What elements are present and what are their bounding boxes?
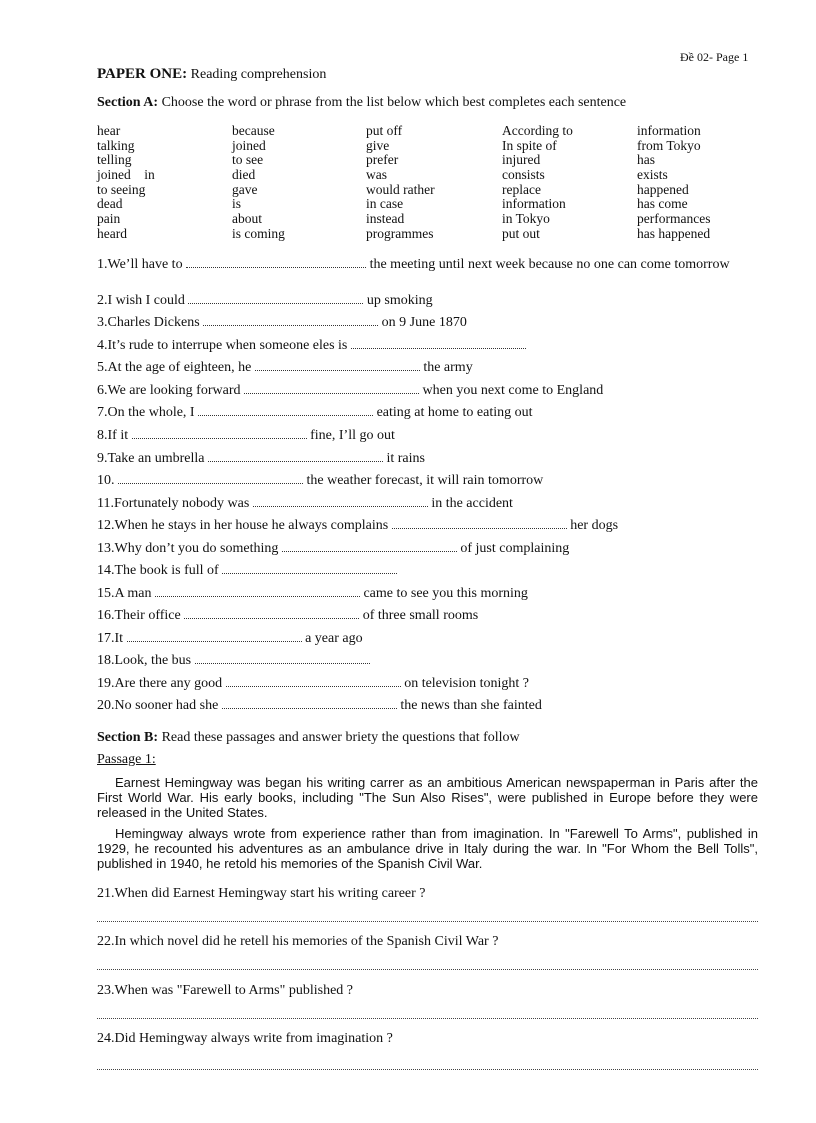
question-23: 23.When was "Farewell to Arms" published ? xyxy=(97,983,353,998)
answer-blank[interactable] xyxy=(253,497,428,507)
question-text-after: came to see you this morning xyxy=(363,586,528,601)
word-option: about xyxy=(232,211,262,227)
word-option: is xyxy=(232,196,242,212)
section-a-instruction: Choose the word or phrase from the list below which best completes each sentence xyxy=(161,95,627,110)
question-24: 24.Did Hemingway always write from imagination ? xyxy=(97,1031,393,1046)
answer-blank[interactable] xyxy=(127,632,302,642)
question-1 xyxy=(97,257,758,289)
word-option: replace xyxy=(502,181,541,197)
question-text-before: 18.Look, the bus xyxy=(97,653,192,668)
answer-blank[interactable] xyxy=(351,339,526,349)
question-text-after: a year ago xyxy=(305,631,363,646)
word-option: information xyxy=(502,196,566,212)
question-11 xyxy=(97,496,758,512)
question-text-before: 5.At the age of eighteen, he xyxy=(97,360,252,375)
answer-line-24[interactable] xyxy=(97,1068,758,1070)
word-option: hear xyxy=(97,123,121,138)
passage-paragraph-1: Earnest Hemingway was began his writing carrer as an ambitious American newspaperman in Paris after the First World War. His early books, including "The Sun Also Rises", were published in Europe before they were released in the United States. xyxy=(97,775,758,820)
answer-blank[interactable] xyxy=(255,361,420,371)
word-option: give xyxy=(366,137,390,153)
answer-blank[interactable] xyxy=(282,542,457,552)
question-text-before: 10. xyxy=(97,473,115,488)
word-option: joined xyxy=(232,137,266,153)
paper-title-text: Reading comprehension xyxy=(190,67,327,82)
word-option: performances xyxy=(637,211,711,227)
answer-blank[interactable] xyxy=(184,609,359,619)
question-text-after: her dogs xyxy=(570,518,619,533)
question-4 xyxy=(97,338,758,354)
word-option: put off xyxy=(366,123,403,138)
question-text-before: 19.Are there any good xyxy=(97,676,223,691)
question-text-after: on television tonight ? xyxy=(404,676,530,691)
question-2 xyxy=(97,293,758,309)
question-6 xyxy=(97,383,758,399)
section-b-label: Section B: xyxy=(97,730,159,745)
question-22: 22.In which novel did he retell his memories of the Spanish Civil War ? xyxy=(97,934,499,949)
word-option: In spite of xyxy=(502,137,557,153)
question-text-before: 15.A man xyxy=(97,586,152,601)
question-15 xyxy=(97,586,758,602)
question-text-before: 3.Charles Dickens xyxy=(97,315,200,330)
answer-blank[interactable] xyxy=(198,406,373,416)
question-text-after: when you next come to England xyxy=(422,383,604,398)
page-number: Đề 02- Page 1 xyxy=(680,50,749,64)
word-option: pain xyxy=(97,211,121,227)
word-option: to see xyxy=(232,152,264,168)
word-option: dead xyxy=(97,196,123,212)
question-9 xyxy=(97,451,758,467)
question-13 xyxy=(97,541,758,557)
question-text-after: the news than she fainted xyxy=(400,698,542,713)
question-text-before: 9.Take an umbrella xyxy=(97,451,205,466)
word-option: gave xyxy=(232,181,258,197)
question-14 xyxy=(97,563,758,579)
word-option: talking xyxy=(97,137,135,153)
question-7 xyxy=(97,405,758,421)
word-option: joined in xyxy=(97,167,155,183)
word-option: consists xyxy=(502,167,545,183)
answer-blank[interactable] xyxy=(392,519,567,529)
word-option: to seeing xyxy=(97,181,146,197)
word-list xyxy=(97,124,757,242)
paper-title-bold: PAPER ONE: xyxy=(97,66,188,82)
passage-label: Passage 1: xyxy=(97,752,156,767)
passage-paragraph-2: Hemingway always wrote from experience rather than from imagination. In "Farewell To Arms", published in 1929, he recounted his adventures as an ambulance drive in Italy during the war. In "For Whom the Bell Tolls", published in 1940, he retold his memories of the Spanish Civil War. xyxy=(97,826,758,871)
question-text-before: 12.When he stays in her house he always complains xyxy=(97,518,389,533)
answer-blank[interactable] xyxy=(222,699,397,709)
question-text-after: it rains xyxy=(386,451,425,466)
word-option: instead xyxy=(366,211,405,227)
question-20 xyxy=(97,698,758,714)
question-17 xyxy=(97,631,758,647)
question-text-before: 16.Their office xyxy=(97,608,181,623)
question-text-after: up smoking xyxy=(366,293,433,308)
question-19 xyxy=(97,676,758,692)
question-text-before: 1.We’ll have to xyxy=(97,257,183,272)
word-option: information xyxy=(637,123,701,138)
question-text-before: 20.No sooner had she xyxy=(97,698,219,713)
question-10 xyxy=(97,473,758,489)
question-text-before: 14.The book is full of xyxy=(97,563,219,578)
question-text-before: 17.It xyxy=(97,631,124,646)
word-option: heard xyxy=(97,225,127,241)
answer-blank[interactable] xyxy=(195,654,370,664)
question-text-after: of just complaining xyxy=(460,541,570,556)
word-option: has happened xyxy=(637,225,711,241)
paper-title xyxy=(97,66,326,83)
question-text-before: 13.Why don’t you do something xyxy=(97,541,279,556)
word-option: would rather xyxy=(366,181,435,197)
section-b-instruction: Read these passages and answer briety the questions that follow xyxy=(161,730,520,745)
word-option: has xyxy=(637,152,655,168)
word-option: was xyxy=(366,167,387,183)
question-text-after: eating at home to eating out xyxy=(376,405,533,420)
question-text-after: of three small rooms xyxy=(362,608,479,623)
word-option: According to xyxy=(502,123,573,138)
answer-line-22[interactable] xyxy=(97,968,758,970)
word-option: programmes xyxy=(366,225,434,241)
question-18 xyxy=(97,653,758,669)
answer-blank[interactable] xyxy=(244,384,419,394)
word-option: because xyxy=(232,123,275,138)
question-text-before: 11.Fortunately nobody was xyxy=(97,496,250,511)
answer-line-21[interactable] xyxy=(97,920,758,922)
question-text-after: the weather forecast, it will rain tomorrow xyxy=(306,473,544,488)
question-16 xyxy=(97,608,758,624)
question-text-after: on 9 June 1870 xyxy=(381,315,467,330)
question-text-before: 4.It’s rude to interrupe when someone eles is xyxy=(97,338,348,353)
answer-blank[interactable] xyxy=(222,564,397,574)
answer-blank[interactable] xyxy=(188,294,363,304)
answer-blank[interactable] xyxy=(208,452,383,462)
question-text-after: in the accident xyxy=(431,496,513,511)
question-text-before: 2.I wish I could xyxy=(97,293,185,308)
word-option: happened xyxy=(637,181,689,197)
section-a-label: Section A: xyxy=(97,95,159,110)
question-text-before: 8.If it xyxy=(97,428,129,443)
word-option: injured xyxy=(502,152,541,168)
answer-blank[interactable] xyxy=(186,258,366,268)
question-text-after: the meeting until next week because no one can come tomorrow xyxy=(369,257,730,272)
answer-blank[interactable] xyxy=(118,474,303,484)
section-b-heading xyxy=(97,730,520,746)
section-a-heading xyxy=(97,95,626,111)
question-text-before: 6.We are looking forward xyxy=(97,383,241,398)
word-option: is coming xyxy=(232,225,285,241)
question-text-after: the army xyxy=(423,360,473,375)
question-8 xyxy=(97,428,758,444)
word-option: in case xyxy=(366,196,404,212)
word-option: has come xyxy=(637,196,688,212)
word-option: from Tokyo xyxy=(637,137,701,153)
answer-blank[interactable] xyxy=(203,316,378,326)
word-option: exists xyxy=(637,167,668,183)
question-text-before: 7.On the whole, I xyxy=(97,405,195,420)
answer-line-23[interactable] xyxy=(97,1017,758,1019)
answer-blank[interactable] xyxy=(155,587,360,597)
question-text-after: fine, I’ll go out xyxy=(310,428,395,443)
word-option: telling xyxy=(97,152,132,168)
question-12 xyxy=(97,518,758,534)
answer-blank[interactable] xyxy=(226,677,401,687)
question-3 xyxy=(97,315,758,331)
word-option: in Tokyo xyxy=(502,211,550,227)
question-21: 21.When did Earnest Hemingway start his writing career ? xyxy=(97,886,426,901)
word-option: prefer xyxy=(366,152,399,168)
word-option: put out xyxy=(502,225,540,241)
question-5 xyxy=(97,360,758,376)
word-option: died xyxy=(232,167,256,183)
answer-blank[interactable] xyxy=(132,429,307,439)
